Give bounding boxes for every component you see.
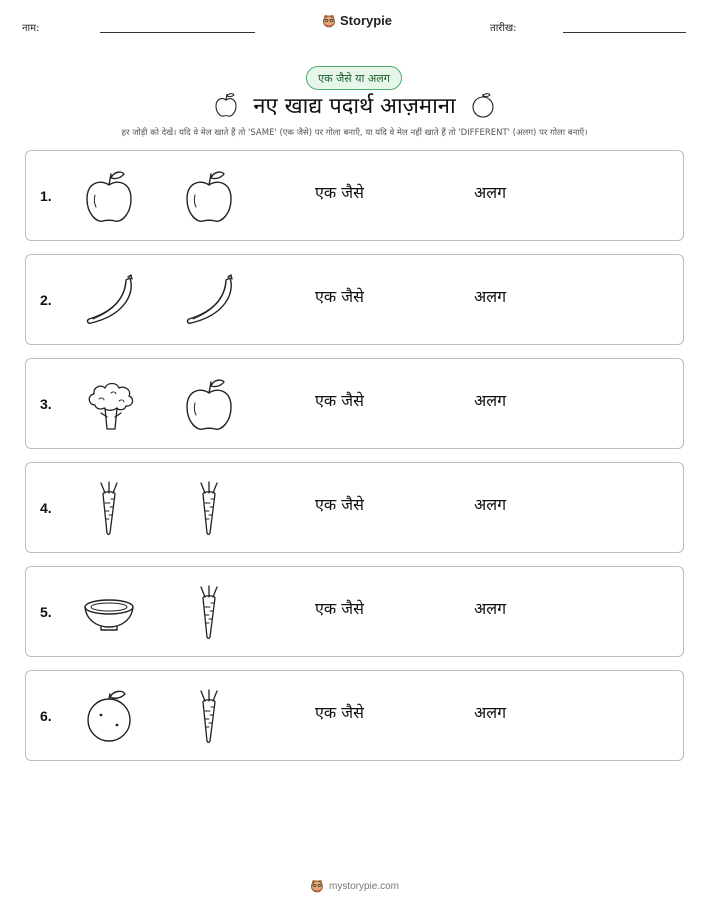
page-title: नए खाद्य पदार्थ आज़माना <box>253 94 456 119</box>
apple-icon <box>179 375 239 433</box>
apple-icon <box>179 167 239 225</box>
apple-icon <box>79 167 139 225</box>
date-label: तारीख: <box>490 23 517 34</box>
row-number: 4. <box>40 499 52 516</box>
brand <box>322 13 392 28</box>
storypie-logo-icon <box>310 879 324 893</box>
question-row-6 <box>25 670 684 761</box>
different-option[interactable]: अलग <box>474 495 507 514</box>
date-line <box>563 32 686 33</box>
carrot-icon <box>79 479 139 537</box>
row-number: 3. <box>40 395 52 412</box>
row-number: 6. <box>40 707 52 724</box>
footer <box>0 879 709 893</box>
carrot-icon <box>179 583 239 641</box>
category-badge: एक जैसे या अलग <box>306 66 402 90</box>
orange-icon <box>79 687 139 745</box>
banana-icon <box>179 271 239 329</box>
row-number: 2. <box>40 291 52 308</box>
same-option[interactable]: एक जैसे <box>315 391 364 410</box>
storypie-logo-icon <box>322 14 336 28</box>
question-row-4 <box>25 462 684 553</box>
same-option[interactable]: एक जैसे <box>315 495 364 514</box>
carrot-icon <box>179 687 239 745</box>
same-option[interactable]: एक जैसे <box>315 599 364 618</box>
brand-name: Storypie <box>340 13 393 28</box>
different-option[interactable]: अलग <box>474 183 507 202</box>
apple-icon <box>213 91 239 119</box>
different-option[interactable]: अलग <box>474 703 507 722</box>
broccoli-icon <box>79 375 139 433</box>
question-row-1 <box>25 150 684 241</box>
same-option[interactable]: एक जैसे <box>315 183 364 202</box>
different-option[interactable]: अलग <box>474 599 507 618</box>
carrot-icon <box>179 479 239 537</box>
question-row-5 <box>25 566 684 657</box>
same-option[interactable]: एक जैसे <box>315 287 364 306</box>
bowl-icon <box>79 583 139 641</box>
instructions: हर जोड़ी को देखें। यदि वे मेल खाते हैं तो 'SAME' (एक जैसे) पर गोला बनाएँ, या यदि वे मेल नहीं खाते हैं तो 'DIFFERENT' (अलग) पर गोला बनाएँ। <box>121 128 588 138</box>
different-option[interactable]: अलग <box>474 287 507 306</box>
different-option[interactable]: अलग <box>474 391 507 410</box>
footer-site: mystorypie.com <box>328 880 399 892</box>
page-title-row <box>0 90 709 120</box>
name-label: नाम: <box>22 23 40 34</box>
question-row-2 <box>25 254 684 345</box>
same-option[interactable]: एक जैसे <box>315 703 364 722</box>
row-number: 1. <box>40 187 52 204</box>
name-line <box>100 32 255 33</box>
question-row-3 <box>25 358 684 449</box>
orange-icon <box>470 91 496 119</box>
row-number: 5. <box>40 603 52 620</box>
banana-icon <box>79 271 139 329</box>
